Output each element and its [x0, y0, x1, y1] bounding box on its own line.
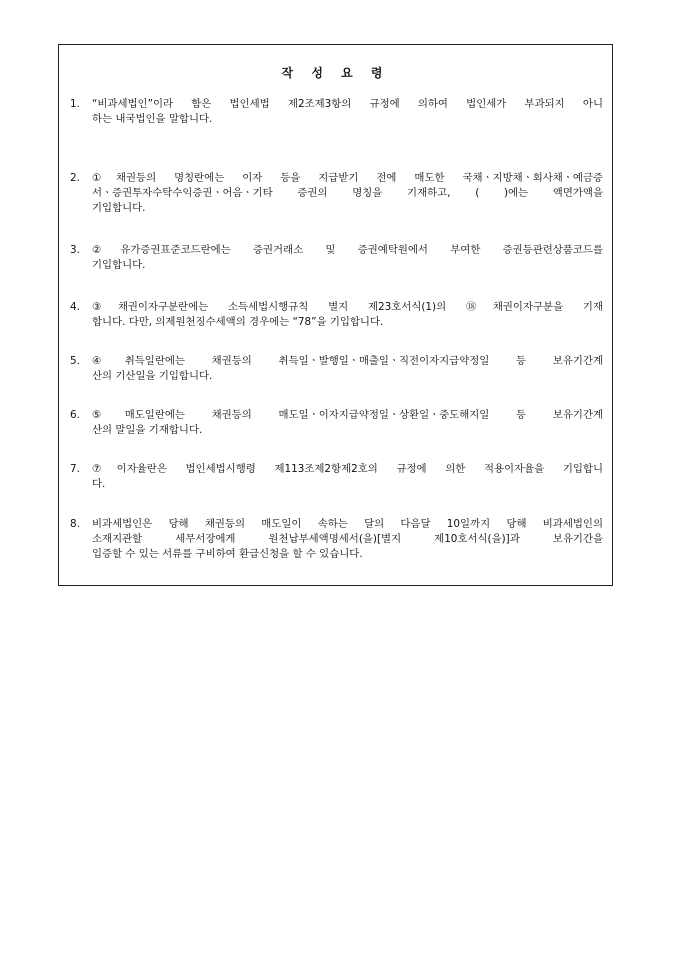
item-text-line: 기입합니다. — [92, 259, 146, 272]
item-text-line: 하는 내국법인을 말합니다. — [92, 113, 213, 126]
list-item — [70, 354, 603, 384]
item-text-line: 다. — [92, 478, 106, 491]
item-number: 5. — [70, 355, 80, 367]
list-item — [70, 517, 603, 563]
item-text-line: “비과세법인”이라 함은 법인세법 제2조제3항의 규정에 의하여 법인세가 부과되지 아니 — [92, 98, 603, 110]
item-text-line: ⑤매도일란에는 채권등의 매도일ㆍ이자지급약정일ㆍ상환일ㆍ중도해지일 등 보유기간계 — [92, 409, 603, 421]
item-number: 2. — [70, 172, 80, 184]
item-text-line: 입증할 수 있는 서류를 구비하여 환급신청을 할 수 있습니다. — [92, 548, 363, 561]
item-text-line: 산의 기산일을 기입합니다. — [92, 370, 213, 383]
list-item — [70, 408, 603, 438]
page-title: 작 성 요 령 — [281, 66, 390, 80]
item-text-line: 소재지관할 세무서장에게 원천납부세액명세서(을)[별지 제10호서식(을)]과 보유기간을 — [92, 533, 603, 546]
item-number: 8. — [70, 518, 80, 530]
item-text-line: ④취득일란에는 채권등의 취득일ㆍ발행일ㆍ매출일ㆍ직전이자지급약정일 등 보유기간계 — [92, 355, 603, 367]
list-item — [70, 243, 603, 273]
item-text-line: 서ㆍ증권투자수탁수익증권ㆍ어음ㆍ기타 증권의 명칭을 기재하고, ( )에는 액면가액을 — [92, 187, 603, 200]
item-text-line: 합니다. 다만, 의제원천징수세액의 경우에는 “78”을 기입합니다. — [92, 316, 384, 329]
list-item — [70, 300, 603, 330]
item-number: 6. — [70, 409, 80, 421]
list-item — [70, 171, 603, 217]
list-item — [70, 97, 603, 127]
item-text-line: ①채권등의 명칭란에는 이자 등을 지급받기 전에 매도한 국채ㆍ지방채ㆍ회사채ㆍ예금증 — [92, 172, 603, 184]
item-number: 3. — [70, 244, 80, 256]
item-number: 7. — [70, 463, 80, 475]
item-text-line: ⑦이자율란은 법인세법시행령 제113조제2항제2호의 규정에 의한 적용이자율을 기입합니 — [92, 463, 603, 475]
item-number: 4. — [70, 301, 80, 313]
item-text-line: 산의 말일을 기재합니다. — [92, 424, 203, 437]
list-item — [70, 462, 603, 492]
instructions-box — [58, 44, 613, 586]
item-text-line: 기입합니다. — [92, 202, 146, 215]
item-number: 1. — [70, 98, 80, 110]
item-text-line: ③채권이자구분란에는 소득세법시행규칙 별지 제23호서식(1)의 ⑱채권이자구분을 기재 — [92, 301, 603, 313]
item-text-line: 비과세법인은 당해 채권등의 매도일이 속하는 달의 다음달 10일까지 당해 비과세법인의 — [92, 518, 603, 530]
item-text-line: ②유가증권표준코드란에는 증권거래소 및 증권예탁원에서 부여한 증권등관련상품코드를 — [92, 244, 603, 256]
